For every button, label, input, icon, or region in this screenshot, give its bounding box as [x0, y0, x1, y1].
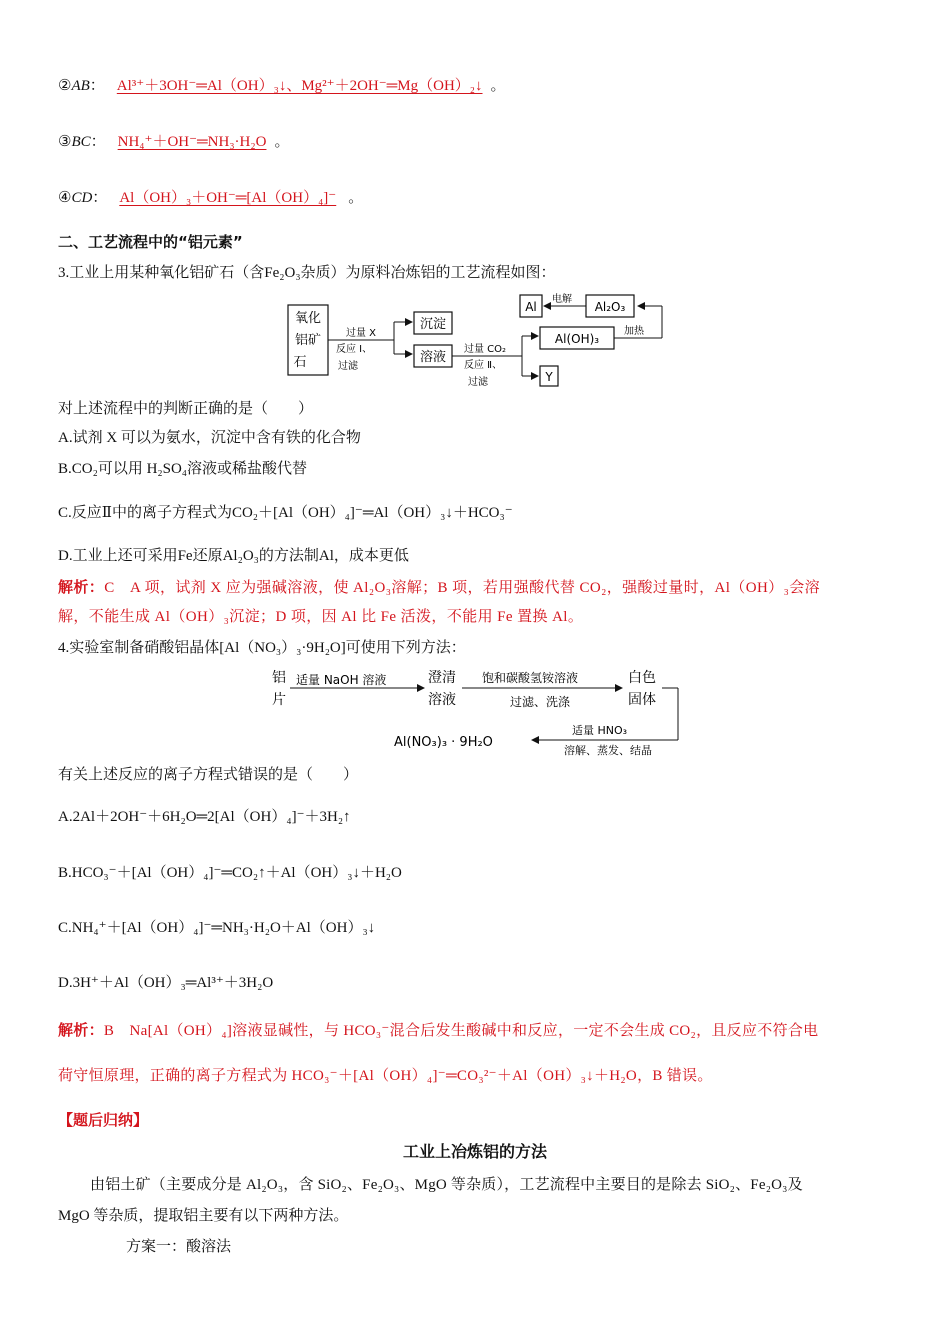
item-number: ②: [58, 78, 72, 94]
electrolysis-label: 电解: [552, 294, 572, 305]
product-label: Al(NO₃)₃ · 9H₂O: [394, 735, 493, 750]
white-solid-1: 白色: [628, 670, 656, 686]
step1-reagent: 过量 X: [346, 328, 377, 339]
step3-bottom-label: 溶解、蒸发、结晶: [564, 744, 652, 757]
q3-analysis: [58, 577, 892, 598]
summary-tag: 【题后归纳】: [58, 1111, 149, 1129]
q4-option-c: C.NH₄⁺＋[Al（OH）₄]⁻═NH₃·H₂O＋Al（OH）₃↓: [58, 920, 376, 936]
step3-top-label: 适量 HNO₃: [572, 724, 628, 737]
aluminum-label-2: 片: [272, 692, 286, 708]
answer-cd: Al（OH）₃＋OH⁻═[Al（OH）₄]⁻: [119, 190, 337, 206]
summary-paragraph-1: 由铝土矿（主要成分是 Al₂O₃，含 SiO₂、Fe₂O₃、MgO 等杂质），工艺流程中主要目的是除去 SiO₂、Fe₂O₃及: [90, 1177, 803, 1193]
colon: ：: [89, 78, 105, 94]
analysis-text-1: B Na[Al（OH）₄]溶液显碱性，与 HCO₃⁻混合后发生酸碱中和反应，一定不会生成 CO₂，且反应不符合电: [103, 1023, 819, 1039]
period: 。: [490, 78, 506, 94]
solution-label: 溶液: [419, 350, 447, 365]
al2o3-label: Al₂O₃: [594, 300, 626, 314]
section-heading: 二、工艺流程中的“铝元素”: [58, 233, 243, 251]
q4-option-d: D.3H⁺＋Al（OH）₃═Al³⁺＋3H₂O: [58, 975, 274, 991]
ore-label-2: 铝矿: [294, 333, 322, 348]
analysis-label: 解析：: [58, 1021, 104, 1039]
item-key: CD: [71, 190, 93, 206]
q3-question: 对上述流程中的判断正确的是（ ）: [58, 401, 314, 417]
clear-solution-1: 澄清: [428, 670, 456, 686]
item-key: BC: [71, 134, 91, 150]
q3-option-b: B.CO₂可以用 H₂SO₄溶液或稀盐酸代替: [58, 461, 308, 477]
y-label: Y: [545, 370, 553, 384]
q4-question: 有关上述反应的离子方程式错误的是（ ）: [58, 767, 359, 783]
colon: ：: [90, 134, 106, 150]
al-label: Al: [525, 300, 537, 314]
white-solid-2: 固体: [628, 692, 656, 708]
step2-bottom-label: 过滤、洗涤: [510, 695, 571, 709]
ore-label-3: 石: [293, 355, 307, 370]
summary-plan-1: 方案一：酸溶法: [126, 1239, 232, 1255]
summary-paragraph-2: MgO 等杂质，提取铝主要有以下两种方法。: [58, 1208, 349, 1224]
precipitate-label: 沉淀: [419, 317, 447, 332]
q4-option-b: B.HCO₃⁻＋[Al（OH）₄]⁻═CO₂↑＋Al（OH）₃↓＋H₂O: [58, 865, 402, 881]
q4-analysis: [58, 1020, 892, 1041]
item-cd: [58, 188, 892, 208]
answer-bc: NH₄⁺＋OH⁻═NH₃·H₂O: [117, 134, 267, 150]
step1-label: 适量 NaOH 溶液: [296, 673, 387, 687]
step2-reaction: 反应 Ⅱ、: [464, 360, 503, 371]
analysis-text-1: C A 项，试剂 X 应为强碱溶液，使 Al₂O₃溶解；B 项，若用强酸代替 CO₂，强酸过量时，Al（OH）₃会溶: [104, 580, 821, 596]
period: 。: [274, 134, 290, 150]
q4-option-a: A.2Al＋2OH⁻＋6H₂O═2[Al（OH）₄]⁻＋3H₂↑: [58, 809, 351, 825]
heating-label: 加热: [624, 326, 644, 337]
step1-reaction: 反应 Ⅰ、: [336, 344, 373, 355]
q4-stem: 4.实验室制备硝酸铝晶体[Al（NO₃）₃·9H₂O]可使用下列方法：: [58, 640, 466, 656]
step2-filter: 过滤: [468, 377, 488, 388]
item-number: ③: [58, 134, 72, 150]
aloh3-label: Al(OH)₃: [554, 332, 600, 346]
colon: ：: [92, 190, 108, 206]
item-key: AB: [71, 78, 90, 94]
step2-top-label: 饱和碳酸氢铵溶液: [482, 671, 579, 685]
analysis-label: 解析：: [58, 578, 105, 596]
q4-flowchart: [266, 662, 686, 758]
ore-label-1: 氧化: [294, 311, 322, 326]
q3-option-a: A.试剂 X 可以为氨水，沉淀中含有铁的化合物: [58, 430, 361, 446]
answer-ab: Al³⁺＋3OH⁻═Al（OH）₃↓、Mg²⁺＋2OH⁻═Mg（OH）₂↓: [116, 78, 483, 94]
step1-filter: 过滤: [338, 361, 358, 372]
period: 。: [348, 190, 364, 206]
q3-flowchart: [286, 290, 666, 390]
clear-solution-2: 溶液: [428, 692, 456, 708]
item-ab: [58, 76, 892, 96]
summary-title: 工业上冶炼铝的方法: [402, 1142, 547, 1161]
q4-analysis-cont: 荷守恒原理，正确的离子方程式为 HCO₃⁻＋[Al（OH）₄]⁻═CO₃²⁻＋Al（OH）₃↓＋H₂O，B 错误。: [58, 1068, 713, 1084]
q3-option-c: C.反应Ⅱ中的离子方程式为CO₂＋[Al（OH）₄]⁻═Al（OH）₃↓＋HCO₃⁻: [58, 505, 513, 521]
item-number: ④: [58, 190, 72, 206]
q3-stem: 3.工业上用某种氧化铝矿石（含Fe₂O₃杂质）为原料冶炼铝的工艺流程如图：: [58, 265, 556, 281]
q3-analysis-cont: 解，不能生成 Al（OH）₃沉淀；D 项，因 Al 比 Fe 活泼，不能用 Fe 置换 Al。: [58, 609, 584, 625]
step2-reagent: 过量 CO₂: [464, 344, 507, 355]
q3-option-d: D.工业上还可采用Fe还原Al₂O₃的方法制Al，成本更低: [58, 548, 409, 564]
item-bc: [58, 132, 892, 152]
aluminum-label-1: 铝: [272, 670, 286, 686]
